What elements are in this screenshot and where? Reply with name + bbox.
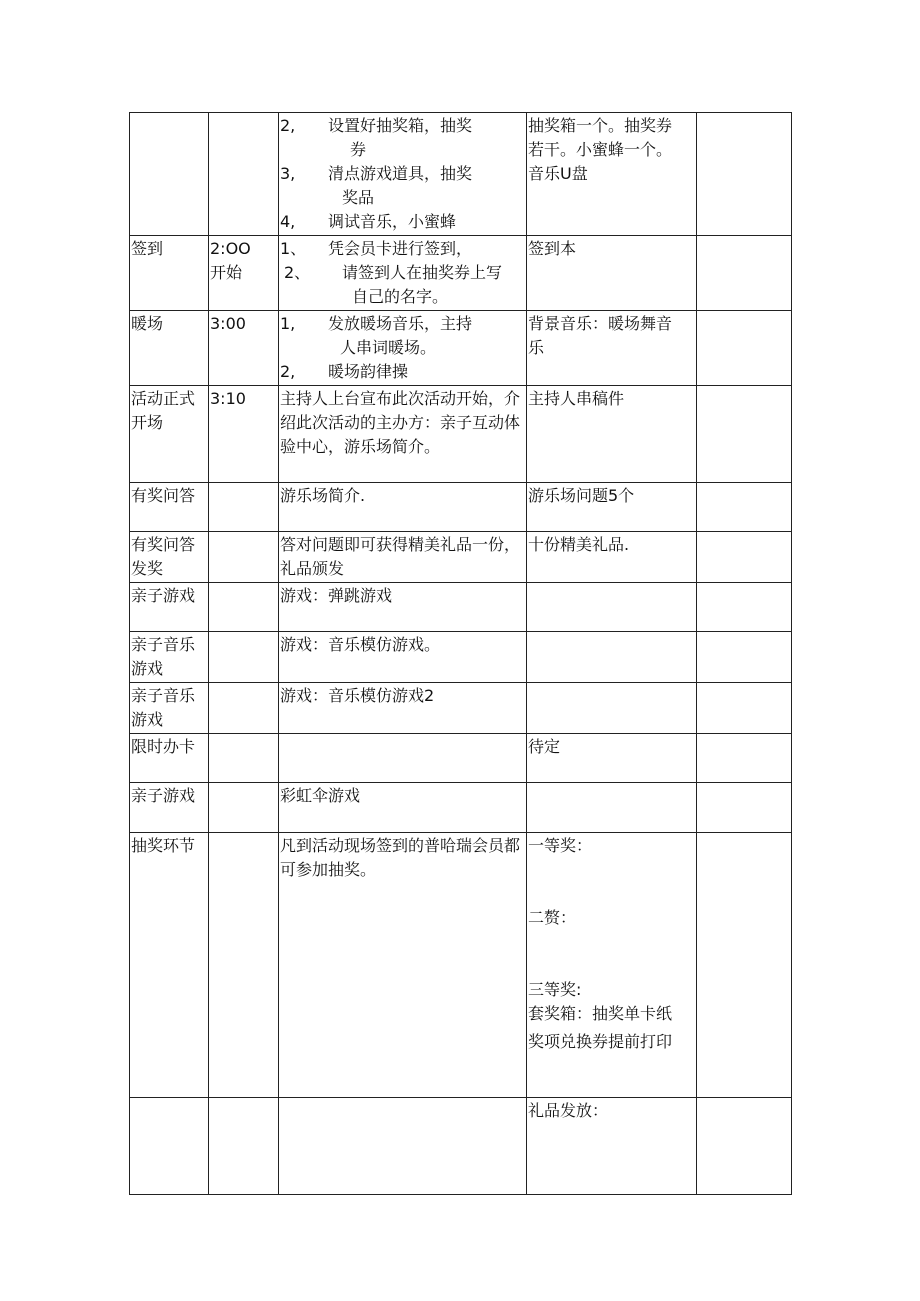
materials-cell (527, 783, 697, 833)
time-cell: 3:10 (209, 386, 279, 483)
content-cell (279, 113, 527, 236)
notes-cell (697, 734, 792, 783)
content-cell: 游乐场简介. (279, 483, 527, 532)
item-cell: 亲子游戏 (130, 583, 209, 632)
notes-cell (697, 683, 792, 734)
table-row (130, 532, 792, 583)
time-cell (209, 683, 279, 734)
coupon-note: 奖项兑换券提前打印 (528, 1032, 673, 1051)
content-cell (279, 734, 527, 783)
table-row (130, 311, 792, 386)
content-cell: 主持人上台宣布此次活动开始，介绍此次活动的主办方：亲子互动体验中心，游乐场简介。 (279, 386, 527, 483)
content-cell (279, 1098, 527, 1195)
time-cell (209, 1098, 279, 1195)
materials-cell: 礼品发放： (527, 1098, 697, 1195)
step-item: 2, 暖场韵律操 (280, 362, 409, 381)
materials-cell: 十份精美礼品. (527, 532, 697, 583)
prize-second: 二赘： (528, 908, 577, 927)
notes-cell (697, 632, 792, 683)
item-cell: 签到 (130, 236, 209, 311)
content-cell (279, 236, 527, 311)
time-cell (209, 532, 279, 583)
step-item: 1、 凭会员卡进行签到， (280, 239, 473, 258)
prize-third: 三等奖: (528, 980, 582, 999)
notes-cell (697, 833, 792, 1098)
content-cell: 答对问题即可获得精美礼品一份，礼品颁发 (279, 532, 527, 583)
step-item: 1, 发放暖场音乐，主持 人串词暖场。 (280, 314, 473, 357)
materials-cell (527, 632, 697, 683)
table-row (130, 1098, 792, 1195)
content-cell (279, 311, 527, 386)
table-row (130, 683, 792, 734)
notes-cell (697, 113, 792, 236)
table-row (130, 483, 792, 532)
materials-cell (527, 583, 697, 632)
item-cell: 活动正式 开场 (130, 386, 209, 483)
table-row (130, 386, 792, 483)
table-row (130, 783, 792, 833)
notes-cell (697, 583, 792, 632)
item-cell: 暖场 (130, 311, 209, 386)
time-cell (209, 113, 279, 236)
item-cell (130, 113, 209, 236)
step-item: 2, 设置好抽奖箱，抽奖 券 (280, 116, 473, 159)
notes-cell (697, 532, 792, 583)
materials-cell: 待定 (527, 734, 697, 783)
item-cell: 限时办卡 (130, 734, 209, 783)
materials-cell (527, 683, 697, 734)
materials-cell: 主持人串稿件 (527, 386, 697, 483)
activity-schedule-table (129, 112, 792, 1195)
step-item: 2、 请签到人在抽奖券上写 自己的名字。 (284, 263, 503, 306)
item-cell: 亲子音乐 游戏 (130, 632, 209, 683)
step-item: 3, 清点游戏道具，抽奖 奖品 (280, 164, 473, 207)
content-cell: 游戏：音乐模仿游戏。 (279, 632, 527, 683)
notes-cell (697, 236, 792, 311)
item-cell: 亲子游戏 (130, 783, 209, 833)
notes-cell (697, 311, 792, 386)
item-cell: 亲子音乐 游戏 (130, 683, 209, 734)
materials-cell: 抽奖箱一个。抽奖券 若干。小蜜蜂一个。 音乐U盘 (527, 113, 697, 236)
notes-cell (697, 1098, 792, 1195)
step-item: 4, 调试音乐，小蜜蜂 (280, 212, 457, 231)
table-row (130, 113, 792, 236)
item-cell: 有奖问答 (130, 483, 209, 532)
time-cell (209, 632, 279, 683)
materials-cell: 游乐场问题5个 (527, 483, 697, 532)
materials-cell: 签到本 (527, 236, 697, 311)
time-cell (209, 583, 279, 632)
time-cell: 2:OO 开始 (209, 236, 279, 311)
table-row (130, 734, 792, 783)
table-row (130, 833, 792, 1098)
content-cell: 游戏：弹跳游戏 (279, 583, 527, 632)
time-cell: 3:00 (209, 311, 279, 386)
item-cell (130, 1098, 209, 1195)
materials-cell: 背景音乐：暖场舞音 乐 (527, 311, 697, 386)
time-cell (209, 783, 279, 833)
notes-cell (697, 483, 792, 532)
lottery-box-note: 套奖箱：抽奖单卡纸 (528, 1004, 673, 1023)
time-cell (209, 734, 279, 783)
prize-first: 一等奖： (528, 836, 593, 855)
content-cell: 游戏：音乐模仿游戏2 (279, 683, 527, 734)
table-row (130, 583, 792, 632)
content-cell: 彩虹伞游戏 (279, 783, 527, 833)
time-cell (209, 483, 279, 532)
item-cell: 有奖问答 发奖 (130, 532, 209, 583)
notes-cell (697, 386, 792, 483)
table-row (130, 632, 792, 683)
materials-cell (527, 833, 697, 1098)
time-cell (209, 833, 279, 1098)
table-row (130, 236, 792, 311)
content-cell: 凡到活动现场签到的普哈瑞会员都可参加抽奖。 (279, 833, 527, 1098)
item-cell: 抽奖环节 (130, 833, 209, 1098)
notes-cell (697, 783, 792, 833)
